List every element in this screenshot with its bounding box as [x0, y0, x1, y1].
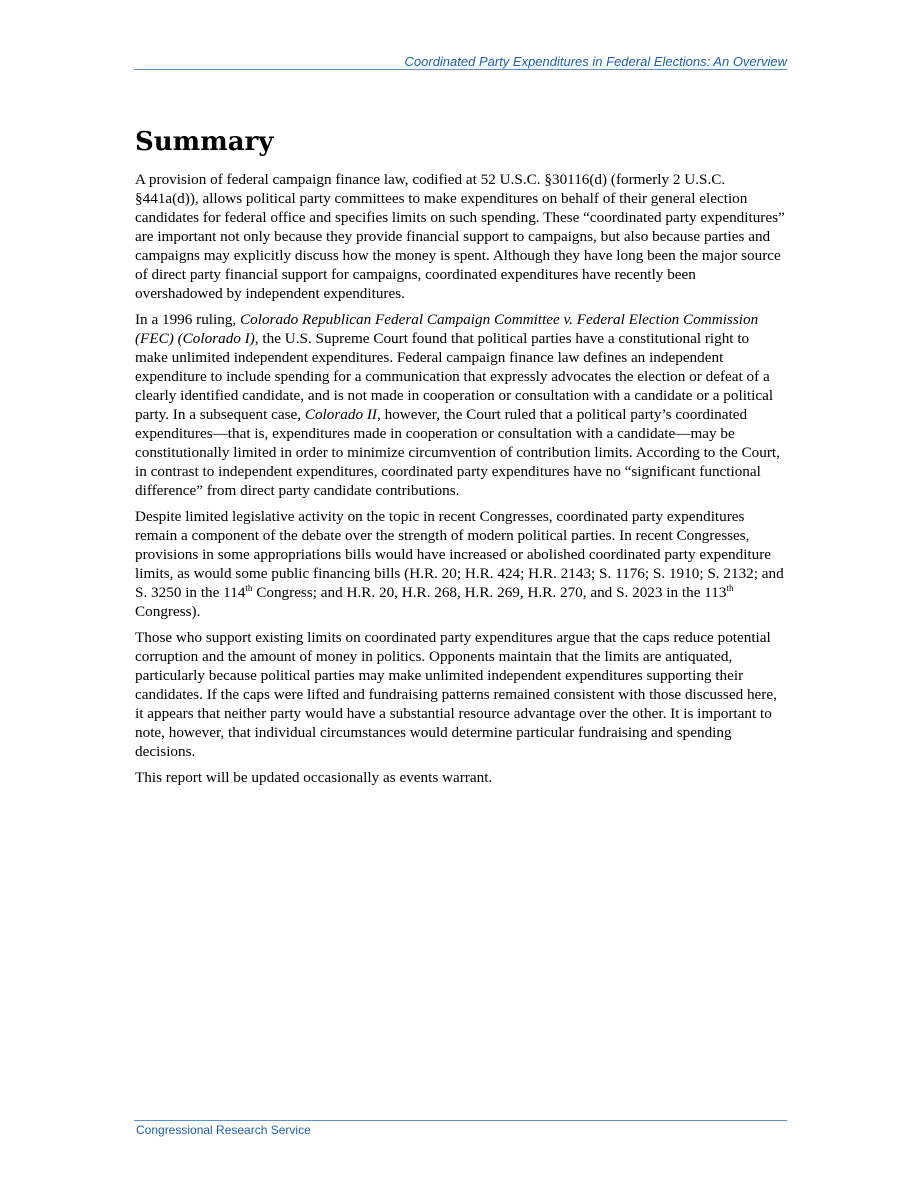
summary-paragraph-5: This report will be updated occasionally as events warrant.	[135, 769, 493, 786]
p2-text-c: , however, the Court ruled that a political party’s coordinated expenditures—that is, expenditures made in cooperation or consultation with a candidate—may be constitutionally limited in order to minimize circumvention of contribution limits. According to the Court, in contrast to independent expenditures, coordinated party expenditures have no “significant functional difference” from direct party candidate contributions.	[135, 406, 780, 499]
summary-heading: Summary	[135, 127, 274, 157]
p3-text-a: Despite limited legislative activity on the topic in recent Congresses, coordinated party expenditures remain a component of the debate over the strength of modern political parties. In recent Congresses, provisions in some appropriations bills would have increased or abolished coordinated party expenditure limits, as would some public financing bills (H.R. 20; H.R. 424; H.R. 2143; S. 1176; S. 1910; S. 2132; and S. 3250 in the 114	[135, 508, 784, 601]
ordinal-suffix: th	[245, 582, 253, 593]
summary-paragraph-1: A provision of federal campaign finance law, codified at 52 U.S.C. §30116(d) (formerly 2 U.S.C. §441a(d)), allows political party committees to make expenditures on behalf of their general election candidates for federal office and specifies limits on such spending. These “coordinated party expenditures” are important not only because they provide financial support to campaigns, but also because parties and campaigns may explicitly discuss how the money is spent. Although they have long been the major source of direct party financial support for campaigns, coordinated expenditures have recently been overshadowed by independent expenditures.	[135, 171, 785, 302]
summary-section	[135, 124, 785, 794]
footer-rule	[134, 1120, 787, 1121]
p3-text-c: Congress).	[135, 603, 201, 620]
p2-text-a: In a 1996 ruling,	[135, 311, 241, 328]
p2-text-b: , the U.S. Supreme Court found that political parties have a constitutional right to make unlimited independent expenditures. Federal campaign finance law defines an independent expenditure to include spending for a communication that expressly advocates the election or defeat of a clearly identified candidate, and is not made in cooperation or consultation with a candidate or a political party. In a subsequent case,	[135, 330, 774, 423]
footer-publisher: Congressional Research Service	[136, 1123, 311, 1137]
summary-paragraph-4: Those who support existing limits on coordinated party expenditures argue that the caps reduce potential corruption and the amount of money in politics. Opponents maintain that the limits are antiquated, particularly because political parties may make unlimited independent expenditures supporting their candidates. If the caps were lifted and fundraising patterns remained consistent with those discussed here, it appears that neither party would have a substantial resource advantage over the other. It is important to note, however, that individual circumstances would determine particular fundraising and spending decisions.	[135, 629, 777, 760]
case-name-colorado-i: Colorado Republican Federal Campaign Committee v. Federal Election Commission (FEC) (Colorado I)	[135, 311, 759, 347]
ordinal-suffix: th	[726, 582, 734, 593]
running-header: Coordinated Party Expenditures in Federal Elections: An Overview	[404, 54, 787, 69]
p3-text-b: Congress; and H.R. 20, H.R. 268, H.R. 269, H.R. 270, and S. 2023 in the 113	[252, 584, 727, 601]
case-name-colorado-ii: Colorado II	[304, 406, 377, 423]
header-rule	[134, 69, 787, 70]
summary-paragraph-2	[135, 310, 785, 500]
summary-paragraph-3	[135, 507, 785, 621]
